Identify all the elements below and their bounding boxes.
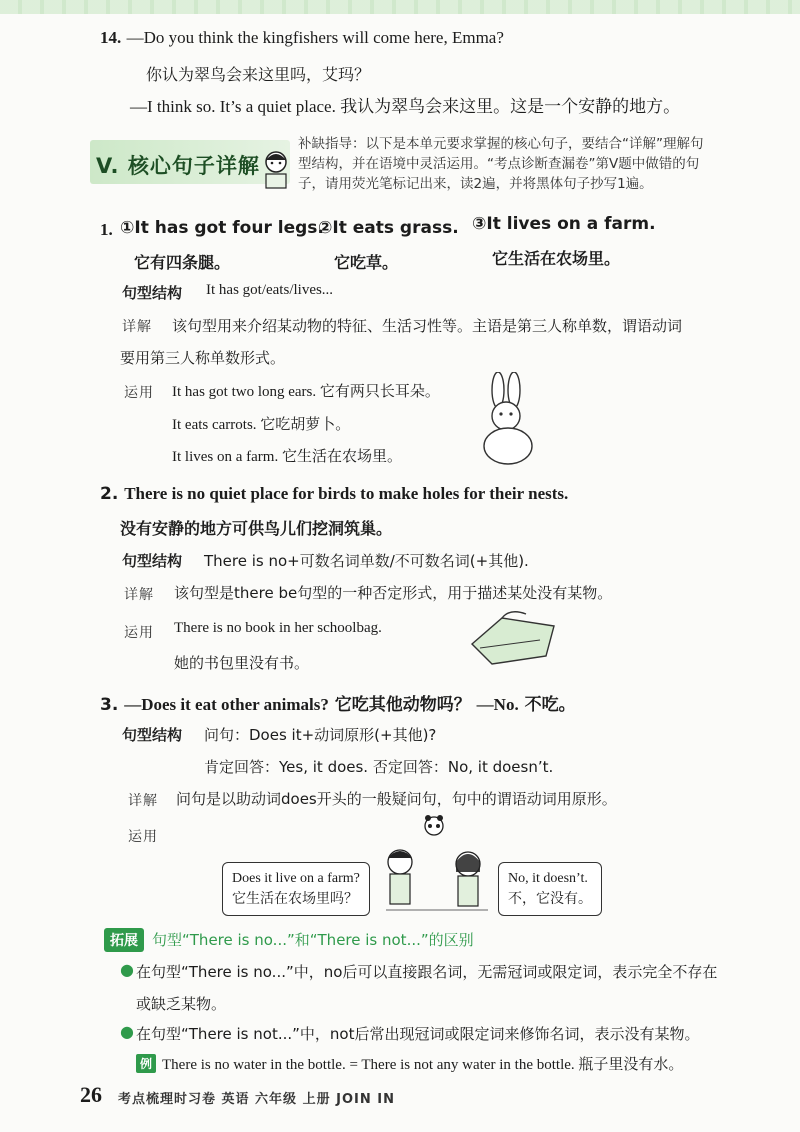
- item1-structure: It has got/eats/lives...: [206, 282, 334, 298]
- section-guide: [298, 134, 738, 194]
- item1-usage-3: It lives on a farm. 它生活在农场里。: [172, 449, 402, 465]
- item1-usage-1: It has got two long ears. 它有两只长耳朵。: [172, 384, 440, 400]
- item1-sentence-1-en: ①It has got four legs.: [120, 218, 324, 238]
- item1-sentence-3-en: ③It lives on a farm.: [472, 214, 656, 234]
- guide-line-1: 补缺指导：以下是本单元要求掌握的核心句子，要结合“详解”理解句: [298, 136, 704, 152]
- item1-usage-label: 运用: [124, 385, 154, 401]
- q14-answer: —I think so. It’s a quiet place. 我认为翠鸟会来这里。这是一个安静的地方。: [130, 97, 681, 116]
- extension-title: 句型“There is no...”和“There is not...”的区别: [152, 931, 474, 949]
- item1-detail-label: 详解: [122, 319, 152, 335]
- schoolbag-illustration: [462, 604, 562, 670]
- item3-q-cn: 它吃其他动物吗？: [334, 695, 471, 715]
- item3-dialogue: [100, 690, 576, 715]
- example-tag: 例: [136, 1054, 156, 1073]
- bubble-left-cn: 它生活在农场里吗？: [232, 891, 358, 907]
- q14-number: 14.: [100, 28, 122, 47]
- item1-sentence-1-cn: 它有四条腿。: [134, 253, 231, 272]
- item1-usage-2: It eats carrots. 它吃胡萝卜。: [172, 417, 351, 433]
- q14-question: [100, 28, 504, 48]
- item3-number: 3.: [100, 695, 119, 715]
- item2-structure: There is no+可数名词单数/不可数名词(+其他).: [204, 552, 529, 570]
- item1-detail-line1: 该句型用来介绍某动物的特征、生活习性等。主语是第三人称单数，谓语动词: [172, 317, 683, 335]
- item1-structure-label: 句型结构: [122, 284, 183, 302]
- item2-usage-cn: 她的书包里没有书。: [174, 654, 310, 672]
- q14-question-cn: 你认为翠鸟会来这里吗，艾玛？: [146, 65, 371, 84]
- extension-bullet1-line1: 在句型“There is no...”中，no后可以直接跟名词，无需冠词或限定词，表示完全不存在: [136, 963, 718, 981]
- item3-q-en: —Does it eat other animals?: [124, 695, 329, 714]
- item3-structure-q: 问句：Does it+动词原形(+其他)?: [204, 726, 437, 744]
- item2-detail-label: 详解: [124, 587, 154, 603]
- footer-book-title: 考点梳理时习卷 英语 六年级 上册 JOIN IN: [118, 1092, 395, 1107]
- item2-usage-label: 运用: [124, 625, 154, 641]
- item1-sentence-2-en: ②It eats grass.: [318, 218, 459, 238]
- guide-line-3: 子，请用荧光笔标记出来，读2遍，并将黑体句子抄写1遍。: [298, 176, 653, 192]
- bullet-dot-2: ●: [120, 1022, 134, 1041]
- item2-en: There is no quiet place for birds to make holes for their nests.: [124, 484, 569, 503]
- guide-line-2: 型结构，并在语境中灵活运用。“考点诊断查漏卷”第V题中做错的句: [298, 156, 700, 172]
- item3-structure-a: 肯定回答：Yes, it does. 否定回答：No, it doesn’t.: [204, 758, 554, 776]
- bubble-right-en: No, it doesn’t.: [508, 871, 588, 886]
- section-title: V. 核心句子详解: [96, 154, 260, 178]
- item2-sentence-en: [100, 484, 568, 504]
- item1-sentence-2-cn: 它吃草。: [334, 253, 399, 272]
- q14-question-en: —Do you think the kingfishers will come here, Emma?: [126, 28, 504, 47]
- item1-number: 1.: [100, 220, 113, 239]
- item1-detail-line2: 要用第三人称单数形式。: [120, 349, 286, 367]
- item1-sentence-3-cn: 它生活在农场里。: [492, 249, 621, 268]
- item3-a-en: —No.: [476, 695, 519, 714]
- item2-number: 2.: [100, 484, 119, 504]
- speech-bubble-left: [222, 862, 370, 916]
- item3-structure-label: 句型结构: [122, 726, 183, 744]
- extension-example: There is no water in the bottle. = There is not any water in the bottle. 瓶子里没有水。: [162, 1057, 684, 1073]
- item3-detail-label: 详解: [128, 793, 158, 809]
- item2-usage-en: There is no book in her schoolbag.: [174, 620, 382, 636]
- item2-sentence-cn: 没有安静的地方可供鸟儿们挖洞筑巢。: [120, 519, 393, 538]
- top-decorative-band: [0, 0, 800, 14]
- item3-detail: 问句是以助动词does开头的一般疑问句，句中的谓语动词用原形。: [176, 790, 617, 808]
- children-and-panda-illustration: [376, 812, 498, 924]
- speech-bubble-right: [498, 862, 602, 916]
- item3-usage-label: 运用: [128, 829, 158, 845]
- extension-bullet1-line2: 或缺乏某物。: [136, 995, 227, 1013]
- bubble-right-cn: 不，它没有。: [508, 891, 592, 907]
- extension-bullet2: 在句型“There is not...”中，not后常出现冠词或限定词来修饰名词，表示没有某物。: [136, 1025, 700, 1043]
- page-number: 26: [80, 1082, 102, 1107]
- girl-reading-icon: [258, 148, 294, 192]
- bubble-left-en: Does it live on a farm?: [232, 871, 360, 886]
- item3-a-cn: 不吃。: [524, 695, 576, 715]
- extension-tag: 拓展: [104, 928, 144, 952]
- bullet-dot-1: ●: [120, 960, 134, 979]
- item2-structure-label: 句型结构: [122, 552, 183, 570]
- rabbit-illustration: [472, 372, 542, 468]
- item2-detail: 该句型是there be句型的一种否定形式，用于描述某处没有某物。: [174, 584, 613, 602]
